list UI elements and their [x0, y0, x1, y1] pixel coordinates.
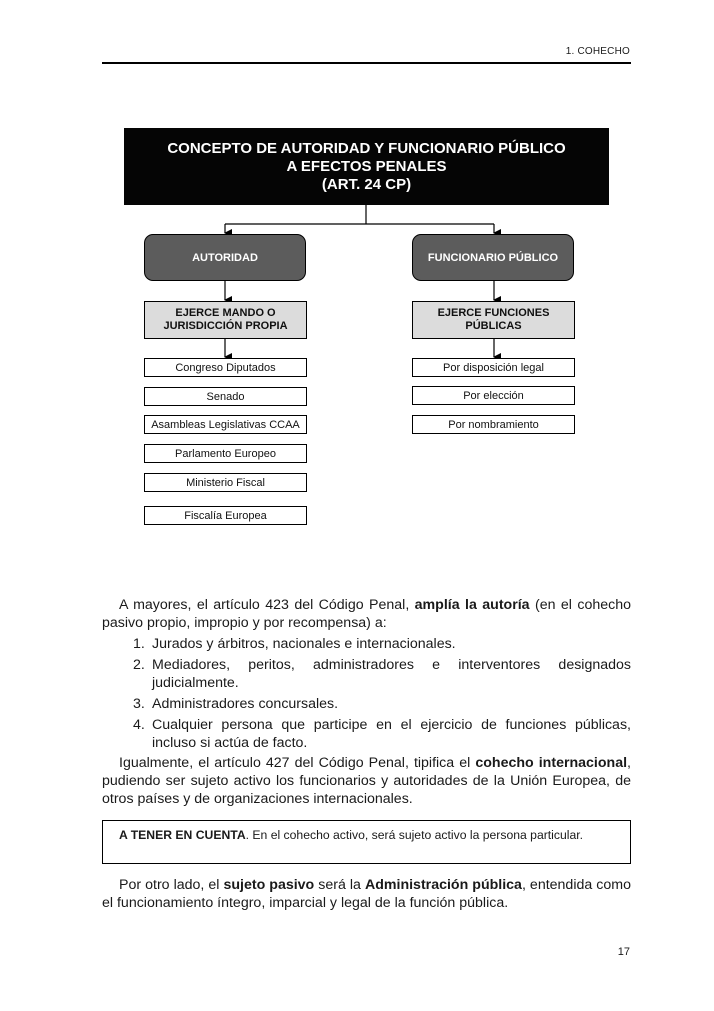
list-text: Mediadores, peritos, administradores e interventores designados judicialmente.	[152, 657, 631, 691]
autoridad-item: Congreso Diputados	[144, 358, 307, 377]
list-item	[102, 716, 631, 752]
list-number: 3.	[133, 696, 145, 712]
body-section-2	[102, 876, 631, 912]
paragraph-423	[102, 596, 631, 632]
criterion-right-line2: PÚBLICAS	[465, 320, 522, 332]
diagram-title-line1: CONCEPTO DE AUTORIDAD Y FUNCIONARIO PÚBLICO	[167, 139, 566, 157]
criterion-left-line2: JURISDICCIÓN PROPIA	[163, 320, 288, 332]
body-section-1	[102, 596, 631, 808]
list-number: 1.	[133, 636, 145, 652]
list-item	[102, 695, 631, 713]
autoridad-item: Ministerio Fiscal	[144, 473, 307, 492]
diagram-title	[124, 128, 609, 205]
funcionario-item: Por nombramiento	[412, 415, 575, 434]
text-run: Por otro lado, el	[119, 877, 224, 893]
bold-run: cohecho internacional	[475, 755, 628, 771]
authorship-list	[102, 635, 631, 752]
note-text: . En el cohecho activo, será sujeto activo la persona particular.	[245, 828, 584, 842]
list-text: Administradores concursales.	[152, 696, 339, 712]
bold-run: sujeto pasivo	[223, 877, 315, 893]
list-number: 2.	[133, 657, 145, 673]
text-run: , entendida como el funcionamiento íntegro, imparcial y legal de la función pública.	[102, 877, 631, 911]
list-number: 4.	[133, 717, 145, 733]
autoridad-item: Senado	[144, 387, 307, 406]
running-head: 1. COHECHO	[565, 46, 630, 57]
criterion-left-line1: EJERCE MANDO O	[175, 307, 276, 319]
text-run: será la	[314, 877, 365, 893]
category-funcionario-publico: FUNCIONARIO PÚBLICO	[412, 234, 574, 281]
text-run: , pudiendo ser sujeto activo los funcionarios y autoridades de la Unión Europea, de otros países y de organizaciones internacionales.	[102, 755, 631, 807]
criterion-right-line1: EJERCE FUNCIONES	[437, 307, 550, 319]
criterion-mando-jurisdiccion	[144, 301, 307, 339]
diagram-title-line3: (ART. 24 CP)	[321, 175, 412, 193]
funcionario-item: Por disposición legal	[412, 358, 575, 377]
page-number: 17	[617, 946, 630, 958]
diagram-title-line2: A EFECTOS PENALES	[286, 157, 447, 175]
note-box	[102, 820, 631, 864]
funcionario-item: Por elección	[412, 386, 575, 405]
list-text: Jurados y árbitros, nacionales e internacionales.	[152, 636, 456, 652]
note-label: A TENER EN CUENTA	[119, 828, 246, 842]
paragraph-427	[102, 754, 631, 808]
text-run: (en el cohecho pasivo propio, impropio y por recompensa) a:	[102, 597, 631, 631]
text-run: Igualmente, el artículo 427 del Código Penal, tipifica el	[119, 755, 476, 771]
autoridad-item: Fiscalía Europea	[144, 506, 307, 525]
category-autoridad: AUTORIDAD	[144, 234, 306, 281]
criterion-funciones-publicas	[412, 301, 575, 339]
autoridad-item: Asambleas Legislativas CCAA	[144, 415, 307, 434]
bold-run: amplía la autoría	[414, 597, 530, 613]
list-text: Cualquier persona que participe en el ejercicio de funciones públicas, incluso si actúa de facto.	[152, 717, 631, 751]
autoridad-item: Parlamento Europeo	[144, 444, 307, 463]
paragraph-sujeto-pasivo	[102, 876, 631, 912]
list-item	[102, 635, 631, 653]
bold-run: Administración pública	[364, 877, 522, 893]
text-run: A mayores, el artículo 423 del Código Penal,	[119, 597, 415, 613]
list-item	[102, 656, 631, 692]
